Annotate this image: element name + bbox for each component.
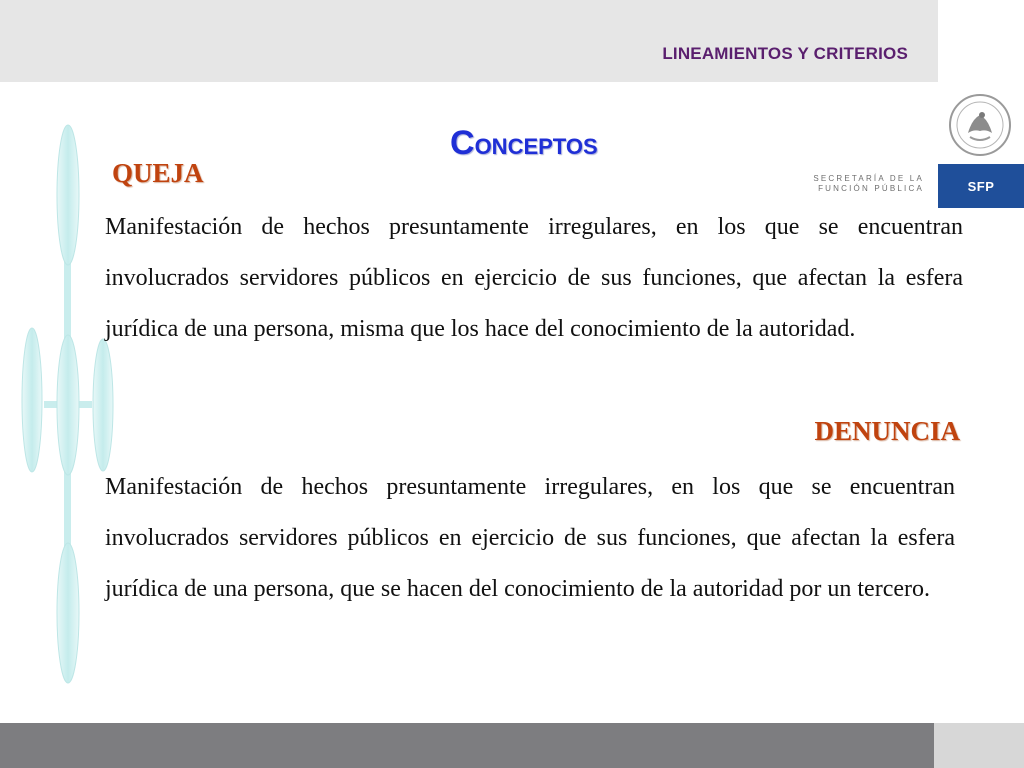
agency-name-line1: SECRETARÍA DE LA <box>813 174 924 183</box>
section-title: LINEAMIENTOS Y CRITERIOS <box>662 44 908 63</box>
slide-title-initial: C <box>450 124 475 162</box>
agency-name <box>813 174 924 194</box>
seal-icon <box>948 93 1012 157</box>
decorative-ornament <box>0 0 130 768</box>
heading-denuncia: DENUNCIA <box>814 416 960 446</box>
footer-corner <box>934 723 1024 768</box>
agency-name-line2: FUNCIÓN PÚBLICA <box>818 184 924 193</box>
slide-title <box>450 124 598 163</box>
paragraph-denuncia: Manifestación de hechos presuntamente irregulares, en los que se encuentran involucrados servidores públicos en ejercicio de sus funciones, que afectan la esfera jurídica de una persona, que se hacen del conocimiento de la autoridad por un tercero. <box>105 474 955 602</box>
header-bar <box>0 0 938 82</box>
slide-title-rest: ONCEPTOS <box>474 134 598 159</box>
footer-bar <box>0 723 934 768</box>
paragraph-queja: Manifestación de hechos presuntamente irregulares, en los que se encuentran involucrados servidores públicos en ejercicio de sus funciones, que afectan la esfera jurídica de una persona, misma que los hace del conocimiento de la autoridad. <box>105 214 963 342</box>
heading-queja: QUEJA <box>112 158 204 188</box>
sfp-logo: SFP <box>938 164 1024 208</box>
